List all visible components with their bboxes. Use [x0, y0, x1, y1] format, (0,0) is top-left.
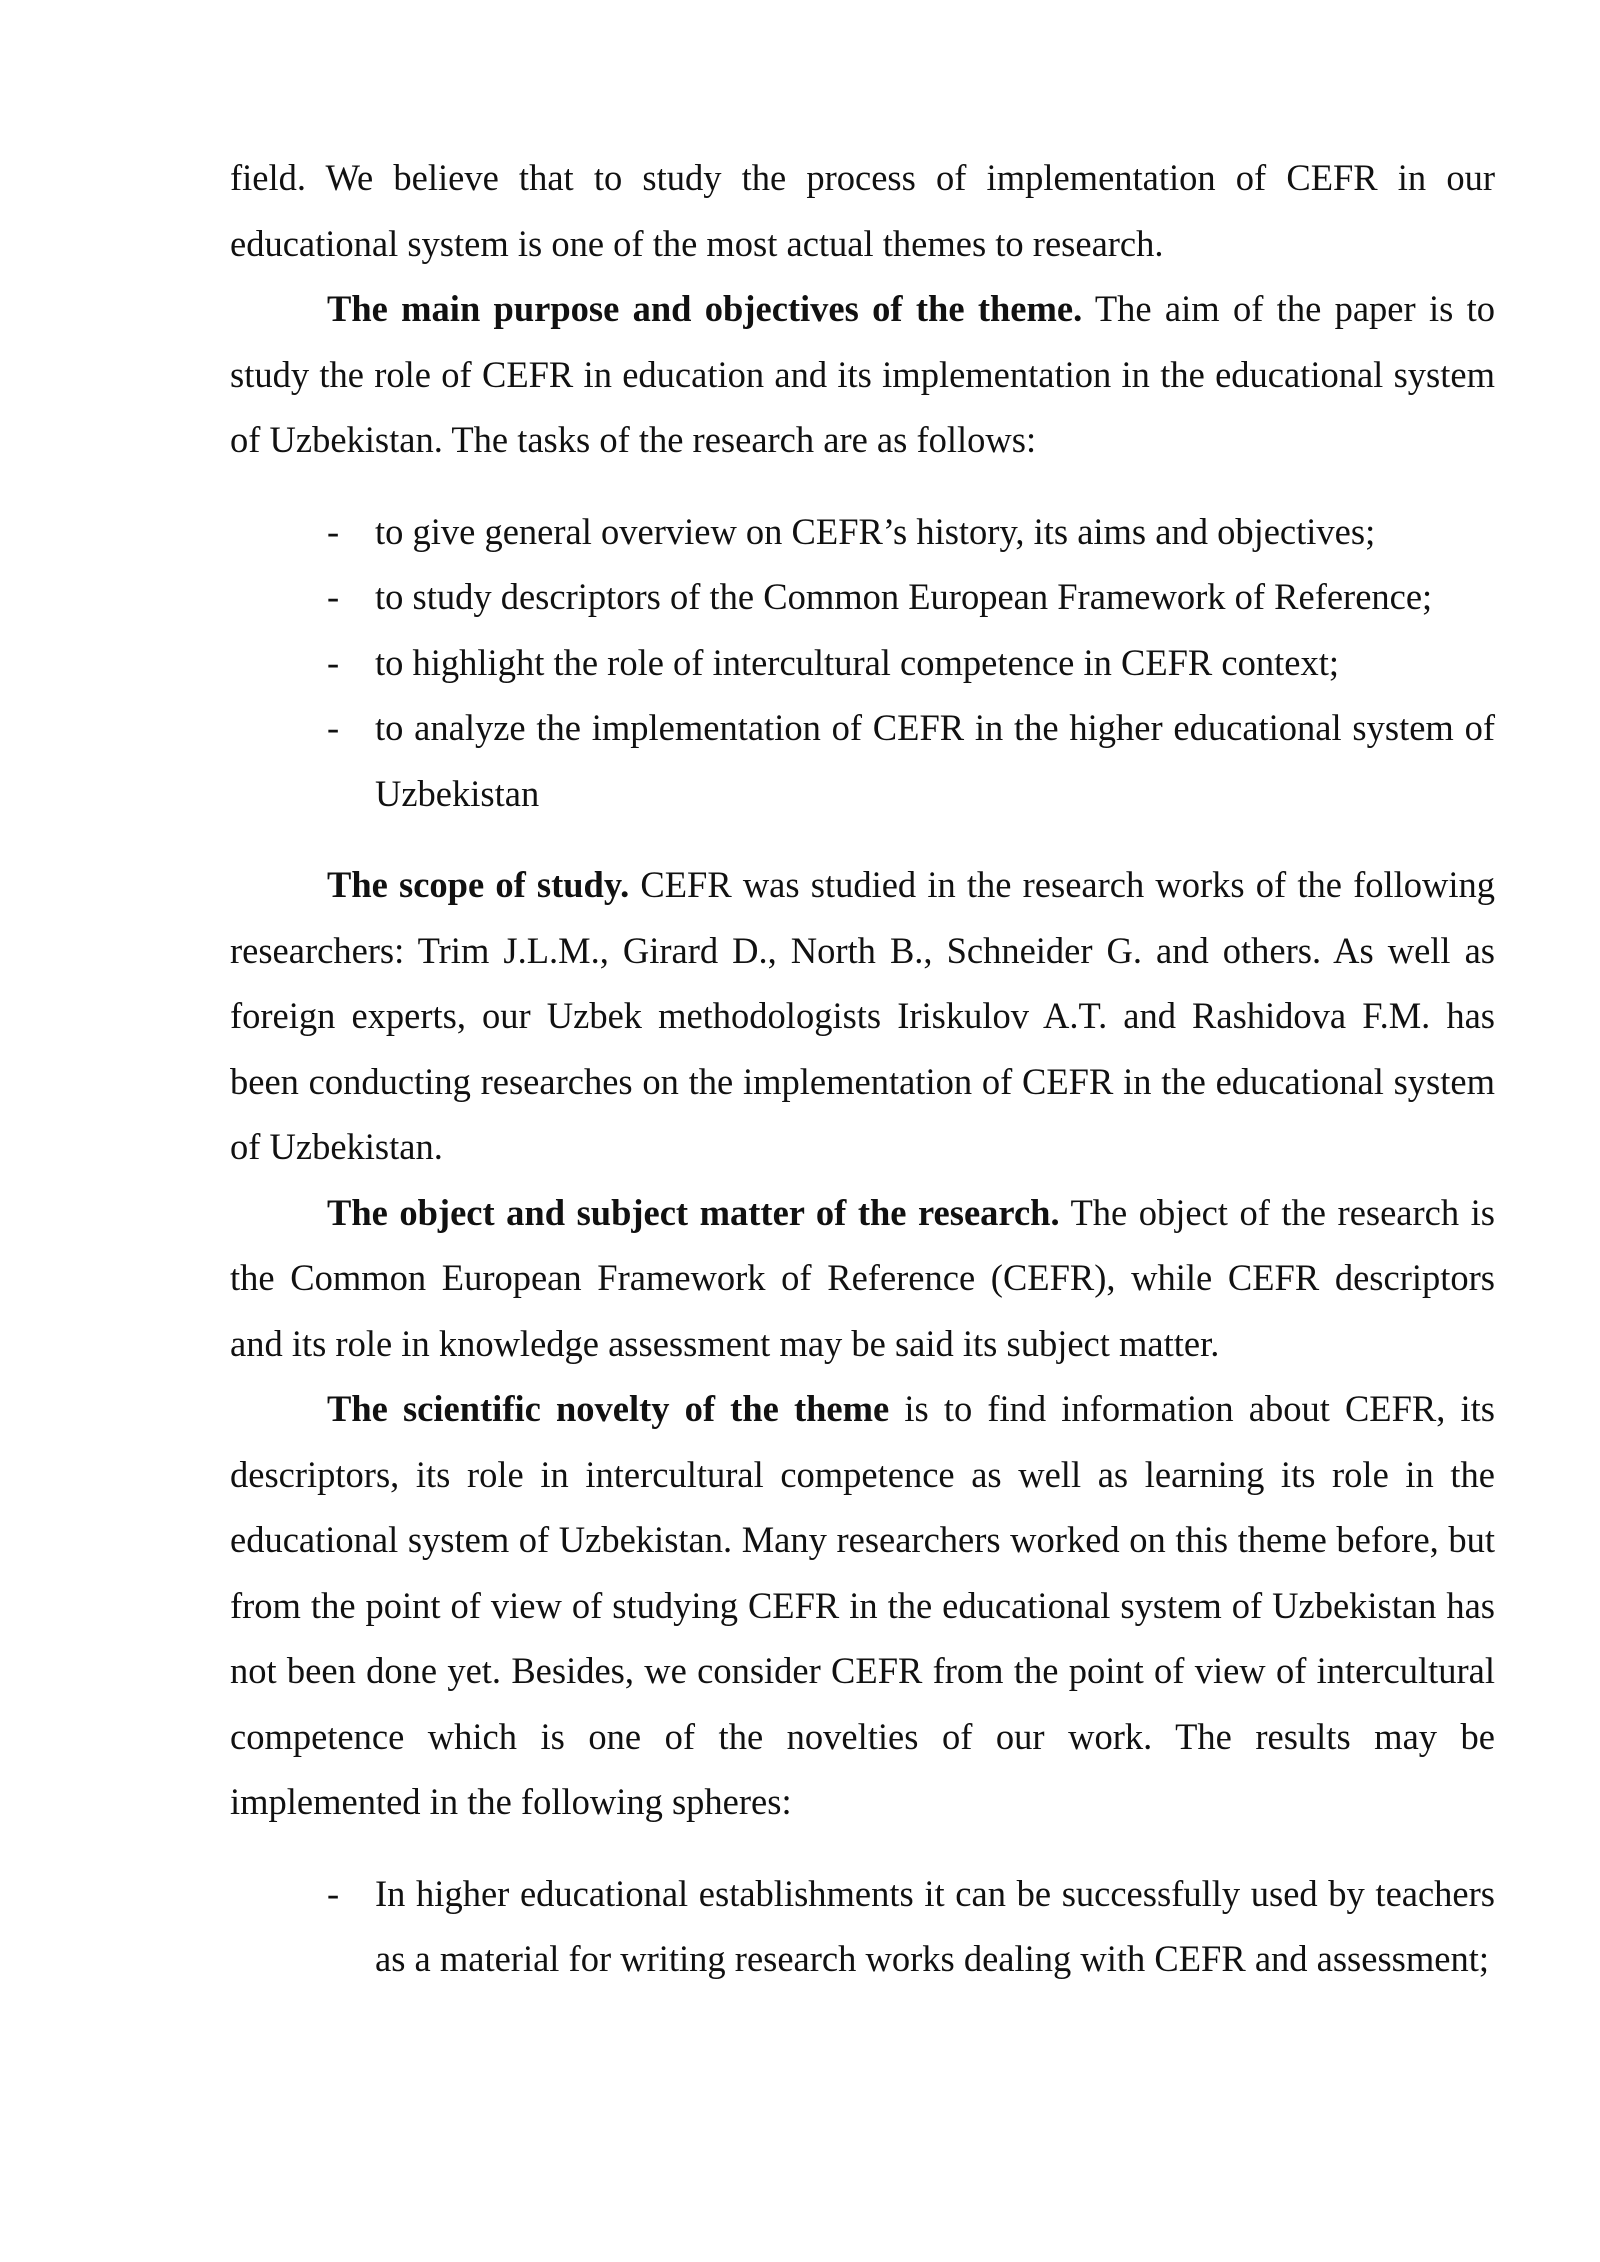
list-dash: - — [327, 576, 340, 617]
list-dash: - — [327, 1872, 340, 1914]
purpose-heading: The main purpose and objectives of the theme. — [327, 288, 1083, 329]
novelty-text: is to find information about CEFR, its descriptors, its role in intercultural competence as well as learning its role in the educational system of Uzbekistan. Many researchers worked on this theme before, but from the point of view of studying CEFR in the educational system of Uzbekistan has not been done yet. Besides, we consider CEFR from the point of view of intercultural competence which is one of the novelties of our work. The results may be implemented in the following spheres: — [230, 1388, 1495, 1822]
list-item — [230, 1861, 1495, 1992]
list-item-text: to study descriptors of the Common European Framework of Reference; — [375, 576, 1433, 617]
list-item — [230, 630, 1495, 696]
scope-text: CEFR was studied in the research works of the following researchers: Trim J.L.M., Girard D., North B., Schneider G. and others. As well as foreign experts, our Uzbek methodologists Iriskulov A.T. and Rashidova F.M. has been conducting researches on the implementation of CEFR in the educational system of Uzbekistan. — [230, 864, 1496, 1167]
list-item-text: In higher educational establishments it can be successfully used by teachers as a material for writing research works dealing with CEFR and assessment; — [375, 1872, 1495, 1979]
spheres-list — [230, 1861, 1495, 1992]
list-item-text: to highlight the role of intercultural competence in CEFR context; — [375, 641, 1339, 683]
document-page — [230, 145, 1495, 2018]
list-item-text: to analyze the implementation of CEFR in the higher educational system of Uzbekistan — [375, 707, 1495, 814]
novelty-heading: The scientific novelty of the theme — [327, 1388, 890, 1429]
list-item — [230, 499, 1495, 565]
list-item-text: to give general overview on CEFR’s history, its aims and objectives; — [375, 510, 1376, 552]
intro-paragraph: field. We believe that to study the process of implementation of CEFR in our educational system is one of the most actual themes to research. — [230, 157, 1495, 264]
list-dash: - — [327, 510, 340, 552]
scope-heading: The scope of study. — [327, 864, 630, 905]
novelty-paragraph — [230, 1376, 1495, 1835]
purpose-text: The aim of the paper is to study the role of CEFR in education and its implementation in the educational system of Uzbekistan. The tasks of the research are as follows: — [230, 288, 1495, 460]
list-item — [230, 564, 1495, 630]
list-dash: - — [327, 641, 340, 683]
tasks-list — [230, 499, 1495, 827]
purpose-paragraph — [230, 276, 1495, 473]
object-paragraph — [230, 1180, 1495, 1377]
list-item — [230, 695, 1495, 826]
object-heading: The object and subject matter of the research. — [327, 1191, 1060, 1233]
object-text: The object of the research is the Common European Framework of Reference (CEFR), while CEFR descriptors and its role in knowledge assessment may be said its subject matter. — [230, 1191, 1495, 1364]
scope-paragraph — [230, 852, 1495, 1180]
list-dash: - — [327, 707, 340, 748]
